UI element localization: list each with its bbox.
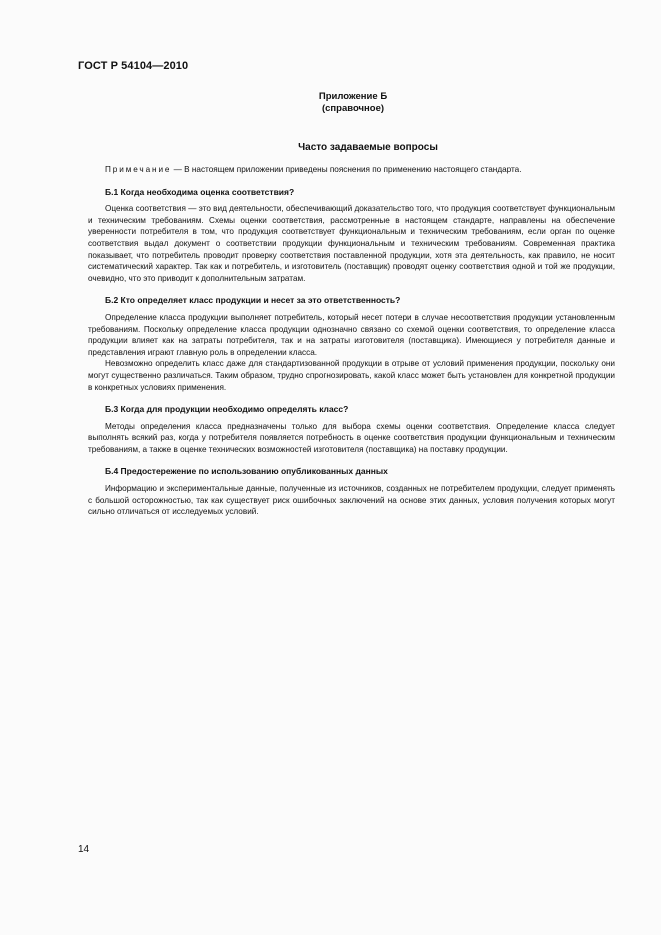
section-heading: Б.1 Когда необходима оценка соответствия?: [105, 186, 295, 197]
paragraph: Оценка соответствия — это вид деятельности, обеспечивающий доказательство того, что продукция соответствует функциональным и техническим требованиям. Схемы оценки соответствия, рассмотренные в настоящем стандарте, направлены на обеспечение уверенности потребителя в том, что продукция соответствует функциональным и техническим требованиям, если орган по оценке соответствия выдал документ о соответствии продукции функциональным и техническим требованиям. Современная практика показывает, что потребитель проводит проверку соответствия поставленной продукции, хотя эта деятельность, как правило, не носит систематический характер. Так как и потребитель, и изготовитель (поставщик) проводят оценку соответствия одной и той же продукции, очевидно, что это приводит к дополнительным затратам.: [88, 204, 615, 283]
note-dash: —: [171, 165, 185, 174]
note: [88, 164, 615, 176]
section-b3: [88, 404, 615, 455]
paragraph: Невозможно определить класс даже для стандартизованной продукции в отрыве от условий применения продукции, поскольку они могут существенно различаться. Таким образом, трудно спрогнозировать, какой класс может быть установлен для конкретной продукции в конкретных условиях применения.: [88, 359, 615, 392]
section-heading: Б.3 Когда для продукции необходимо определять класс?: [105, 404, 349, 415]
section-b2: [88, 295, 615, 393]
note-text: В настоящем приложении приведены пояснения по применению настоящего стандарта.: [184, 165, 522, 174]
paragraph: Информацию и экспериментальные данные, полученные из источников, созданных не потребителем продукции, следует применять с большой осторожностью, так как существует риск ошибочных заключений на основе этих данных, условия получения которых могут сильно отличаться от исследуемых условий.: [88, 484, 615, 517]
section-b4: [88, 466, 615, 517]
note-label: Примечание: [105, 165, 172, 174]
section-heading: Б.4 Предостережение по использованию опубликованных данных: [105, 466, 388, 477]
page-number: 14: [78, 844, 90, 855]
section-title: Часто задаваемые вопросы: [298, 142, 438, 153]
annex-title: Приложение Б: [318, 91, 388, 102]
paragraph: Определение класса продукции выполняет потребитель, который несет потери в случае несоответствия продукции установленным требованиям. Поскольку определение класса продукции однозначно связано со схемой оценки соответствия, то определение класса продукции влияет как на затраты потребителя, так и на затраты изготовителя (поставщика). Имеющиеся у потребителя данные и представления играют главную роль в определении класса.: [88, 312, 615, 357]
paragraph: Методы определения класса предназначены только для выбора схемы оценки соответствия. Определение класса следует выполнять всякий раз, когда у потребителя появляется потребность в оценке соответствия продукции функциональным и техническим требованиям, а также в оценке технических возможностей изготовителя (поставщика) на поставку продукции.: [88, 421, 615, 454]
annex-heading: [0, 91, 661, 115]
document-id: ГОСТ Р 54104—2010: [78, 60, 189, 72]
section-heading: Б.2 Кто определяет класс продукции и несет за это ответственность?: [105, 295, 401, 306]
section-b1: [88, 187, 615, 285]
annex-subtitle: (справочное): [321, 103, 385, 114]
document-body: [88, 164, 615, 518]
